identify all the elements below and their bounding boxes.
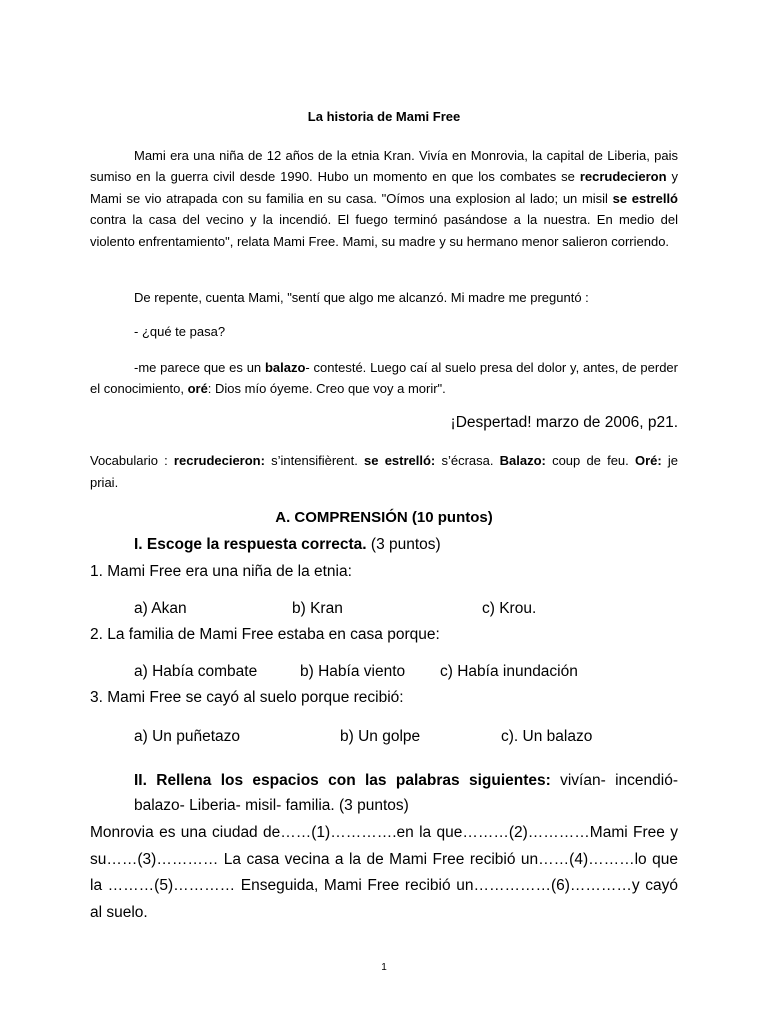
story-text: -me parece que es un xyxy=(134,360,265,375)
story-paragraph-4 xyxy=(90,357,678,400)
story-text: - contesté. Luego caí al suelo presa del dolor y, antes, de perder el conocimiento, xyxy=(90,360,678,397)
question-1: 1. Mami Free era una niña de la etnia: xyxy=(90,563,352,580)
part-2-instructions xyxy=(134,768,678,818)
vocabulary-section xyxy=(90,450,678,494)
vocab-term: se estrelló: xyxy=(364,453,436,468)
story-text: : Dios mío óyeme. Creo que voy a morir". xyxy=(207,381,446,397)
vocab-term: Balazo: xyxy=(499,453,546,468)
page-number: 1 xyxy=(381,962,387,973)
vocab-term: recrudecieron: xyxy=(173,453,265,468)
part-2-label: II. Rellena los espacios con las palabras siguientes: xyxy=(134,772,551,789)
question-2-option-c: c) Había inundación xyxy=(440,663,578,680)
part-1-heading xyxy=(134,536,441,554)
source-citation: ¡Despertad! marzo de 2006, p21. xyxy=(450,414,678,431)
question-1-option-b: b) Kran xyxy=(292,600,343,617)
part-1-points: (3 puntos) xyxy=(366,536,441,553)
vocab-term: Oré: xyxy=(634,453,662,468)
vocab-word-balazo: balazo xyxy=(264,360,306,375)
question-1-option-a: a) Akan xyxy=(134,600,187,617)
vocab-label: Vocabulario : xyxy=(90,453,174,468)
question-2: 2. La familia de Mami Free estaba en casa porque: xyxy=(90,626,440,643)
story-paragraph-2: De repente, cuenta Mami, "sentí que algo me alcanzó. Mi madre me preguntó : xyxy=(134,290,589,305)
vocab-word-ore: oré xyxy=(187,381,208,397)
story-paragraph-3: - ¿qué te pasa? xyxy=(134,324,226,339)
story-text: y Mami se vio atrapada con su familia en su casa. "Oímos una explosion al lado; un misil xyxy=(90,169,678,206)
question-2-option-a: a) Había combate xyxy=(134,663,258,680)
question-3-option-c: c). Un balazo xyxy=(501,728,593,745)
part-1-label: I. Escoge la respuesta correcta. xyxy=(134,536,367,553)
vocab-word-se-estrello: se estrelló xyxy=(612,190,678,206)
vocab-definition: s’écrasa. xyxy=(435,453,500,468)
question-3-option-a: a) Un puñetazo xyxy=(134,728,240,745)
vocab-definition: coup de feu. xyxy=(545,453,635,468)
question-1-option-c: c) Krou. xyxy=(482,600,537,617)
vocab-word-recrudecieron: recrudecieron xyxy=(579,169,667,185)
story-paragraph-1 xyxy=(90,145,678,252)
fill-in-the-blanks-text: Monrovia es una ciudad de……(1)………….en la que………(2)…………Mami Free y su……(3)………… La casa vecina a la de Mami Free recibió un……(4)………lo que la ………(5)………… Enseguida, Mami Free recibió un……………(6)…………y cayó al suelo. xyxy=(90,824,678,921)
question-3: 3. Mami Free se cayó al suelo porque recibió: xyxy=(90,689,404,706)
section-a-title: A. COMPRENSIÓN (10 puntos) xyxy=(275,509,493,526)
vocab-definition: je priai. xyxy=(90,453,678,490)
story-text: Mami era una niña de 12 años de la etnia Kran. Vivía en Monrovia, la capital de Liberia, pais sumiso en la guerra civil desde 1990. Hubo un momento en que los combates se xyxy=(90,148,678,185)
question-3-option-b: b) Un golpe xyxy=(340,728,421,745)
document-title: La historia de Mami Free xyxy=(307,109,461,124)
question-2-option-b: b) Había viento xyxy=(300,663,406,680)
vocab-definition: s’intensifièrent. xyxy=(264,453,365,468)
story-text: contra la casa del vecino y la incendió. El fuego terminó pasándose a la nuestra. En medio del violento enfrentamiento", relata Mami Free. Mami, su madre y su hermano menor salieron corriendo. xyxy=(90,212,678,249)
part-2-word-list: vivían- incendió- balazo- Liberia- misil- familia. (3 puntos) xyxy=(134,772,678,814)
